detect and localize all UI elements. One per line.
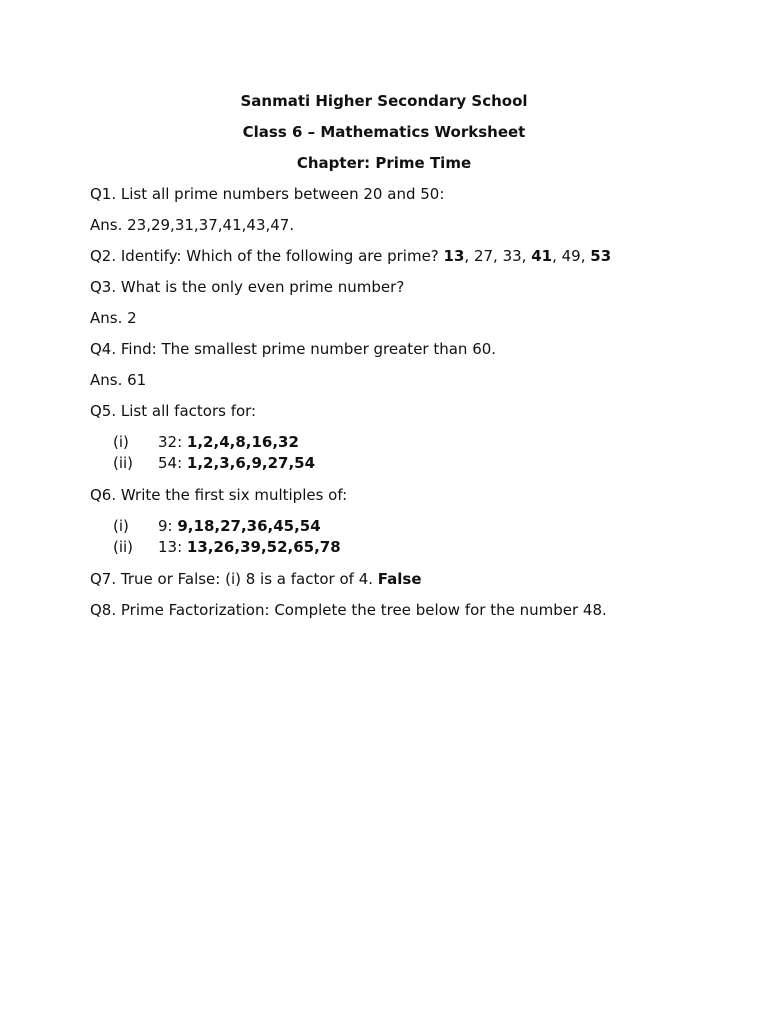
q6-question: Q6. Write the first six multiples of: — [90, 486, 348, 504]
q1-question: Q1. List all prime numbers between 20 and 50: — [90, 185, 445, 203]
q5-item-i — [90, 432, 690, 453]
q5-item-i-label: 32: — [158, 433, 187, 451]
q2-separator-2: , 49, — [552, 247, 591, 265]
q7-answer: False — [377, 570, 422, 588]
q5-question: Q5. List all factors for: — [90, 402, 257, 420]
q4-question: Q4. Find: The smallest prime number greater than 60. — [90, 340, 497, 358]
q6-item-i-label: 9: — [158, 517, 178, 535]
q6-item-ii-numeral: (ii) — [113, 538, 134, 556]
q6-item-ii — [90, 537, 690, 558]
q5-item-ii — [90, 453, 690, 474]
q6-item-ii-label: 13: — [158, 538, 187, 556]
q5-item-i-answer: 1,2,4,8,16,32 — [186, 433, 299, 451]
q5-item-ii-label: 54: — [158, 454, 187, 472]
q2-prime-41: 41 — [531, 247, 553, 265]
q3-answer: Ans. 2 — [90, 309, 137, 327]
q5-item-i-numeral: (i) — [113, 433, 129, 451]
q7-question — [90, 569, 690, 589]
q2-prime-53: 53 — [590, 247, 612, 265]
q6-item-i — [90, 516, 690, 537]
class-title: Class 6 – Mathematics Worksheet — [242, 123, 526, 141]
chapter-title: Chapter: Prime Time — [296, 154, 472, 172]
q8-question: Q8. Prime Factorization: Complete the tree below for the number 48. — [90, 601, 607, 619]
q5-item-ii-numeral: (ii) — [113, 454, 134, 472]
worksheet-page — [90, 91, 690, 631]
q2-question — [90, 246, 690, 266]
q5-sub-list — [90, 432, 690, 474]
school-name: Sanmati Higher Secondary School — [240, 92, 528, 110]
q6-item-i-numeral: (i) — [113, 517, 129, 535]
q6-sub-list — [90, 516, 690, 558]
q5-item-ii-answer: 1,2,3,6,9,27,54 — [186, 454, 316, 472]
q7-text: Q7. True or False: (i) 8 is a factor of 4. — [90, 570, 378, 588]
q4-answer: Ans. 61 — [90, 371, 147, 389]
q2-prime-13: 13 — [443, 247, 465, 265]
q3-question: Q3. What is the only even prime number? — [90, 278, 405, 296]
q2-prefix: Q2. Identify: Which of the following are prime? — [90, 247, 444, 265]
q1-answer: Ans. 23,29,31,37,41,43,47. — [90, 216, 295, 234]
q6-item-ii-answer: 13,26,39,52,65,78 — [186, 538, 341, 556]
q6-item-i-answer: 9,18,27,36,45,54 — [177, 517, 321, 535]
q2-separator-1: , 27, 33, — [464, 247, 532, 265]
